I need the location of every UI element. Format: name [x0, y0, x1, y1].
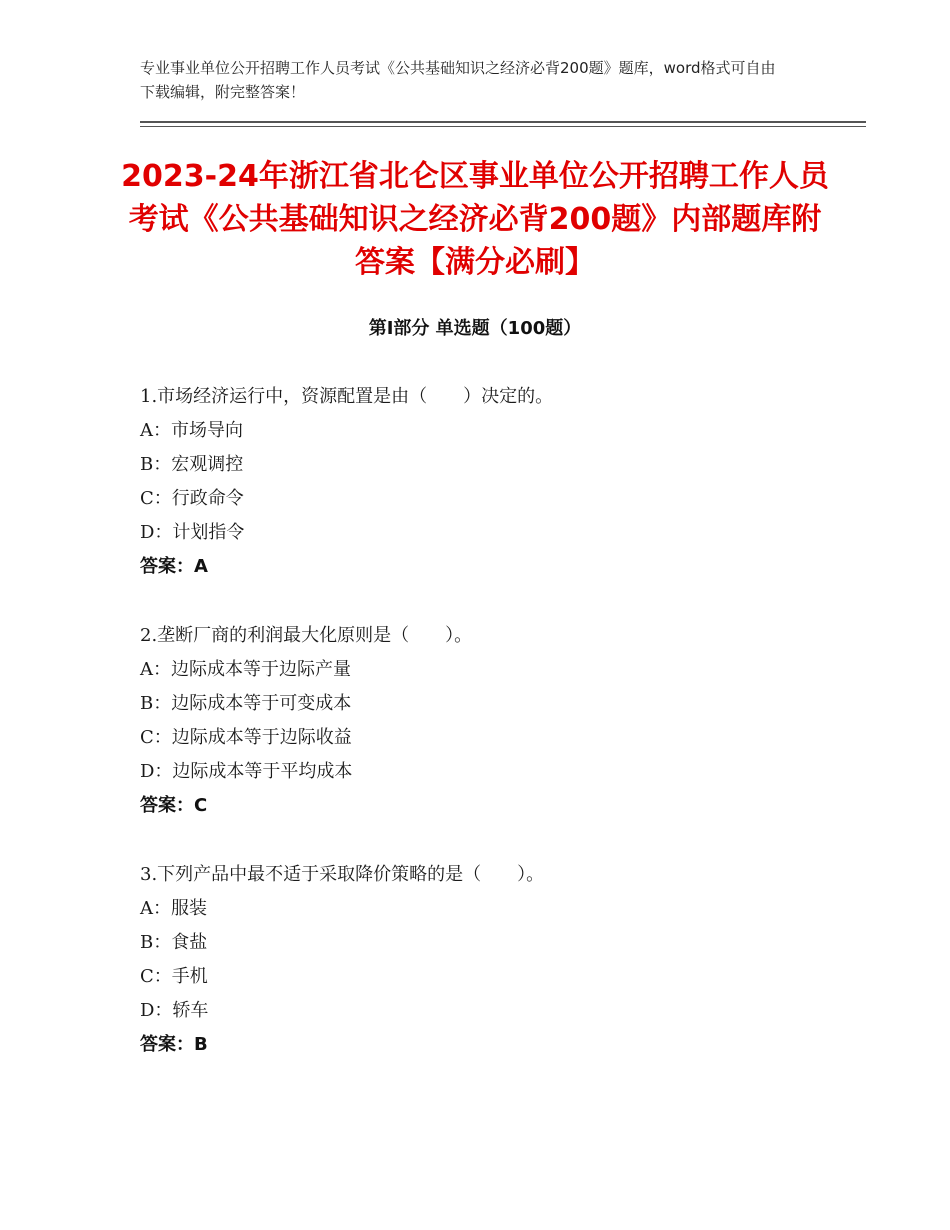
section-title: 第Ⅰ部分 单选题（100题）: [368, 318, 582, 339]
header-divider-thin: [140, 126, 866, 127]
question-block: [140, 380, 860, 584]
header-note: 专业事业单位公开招聘工作人员考试《公共基础知识之经济必背200题》题库，word格式可自由下载编辑，附完整答案！: [140, 59, 776, 101]
option-a: A：市场导向: [140, 420, 243, 441]
answer-line: 答案：B: [140, 1034, 208, 1055]
option-c: C：边际成本等于边际收益: [140, 727, 352, 748]
option-b: B：宏观调控: [140, 454, 244, 475]
question-block: [140, 858, 860, 1062]
option-a: A：服装: [140, 898, 207, 919]
option-d: D：计划指令: [140, 522, 245, 543]
option-c: C：行政命令: [140, 488, 244, 509]
question-block: [140, 619, 860, 823]
option-c: C：手机: [140, 966, 208, 987]
question-stem: 1.市场经济运行中，资源配置是由（ ）决定的。: [140, 386, 554, 407]
header-divider-thick: [140, 121, 866, 123]
question-stem: 2.垄断厂商的利润最大化原则是（ ）。: [140, 625, 473, 646]
option-b: B：边际成本等于可变成本: [140, 693, 352, 714]
option-d: D：轿车: [140, 1000, 209, 1021]
answer-line: 答案：C: [140, 795, 208, 816]
question-stem: 3.下列产品中最不适于采取降价策略的是（ ）。: [140, 864, 545, 885]
option-d: D：边际成本等于平均成本: [140, 761, 353, 782]
answer-line: 答案：A: [140, 556, 208, 577]
document-title: 2023-24年浙江省北仑区事业单位公开招聘工作人员考试《公共基础知识之经济必背200题》内部题库附答案【满分必刷】: [121, 159, 829, 280]
option-a: A：边际成本等于边际产量: [140, 659, 351, 680]
option-b: B：食盐: [140, 932, 208, 953]
